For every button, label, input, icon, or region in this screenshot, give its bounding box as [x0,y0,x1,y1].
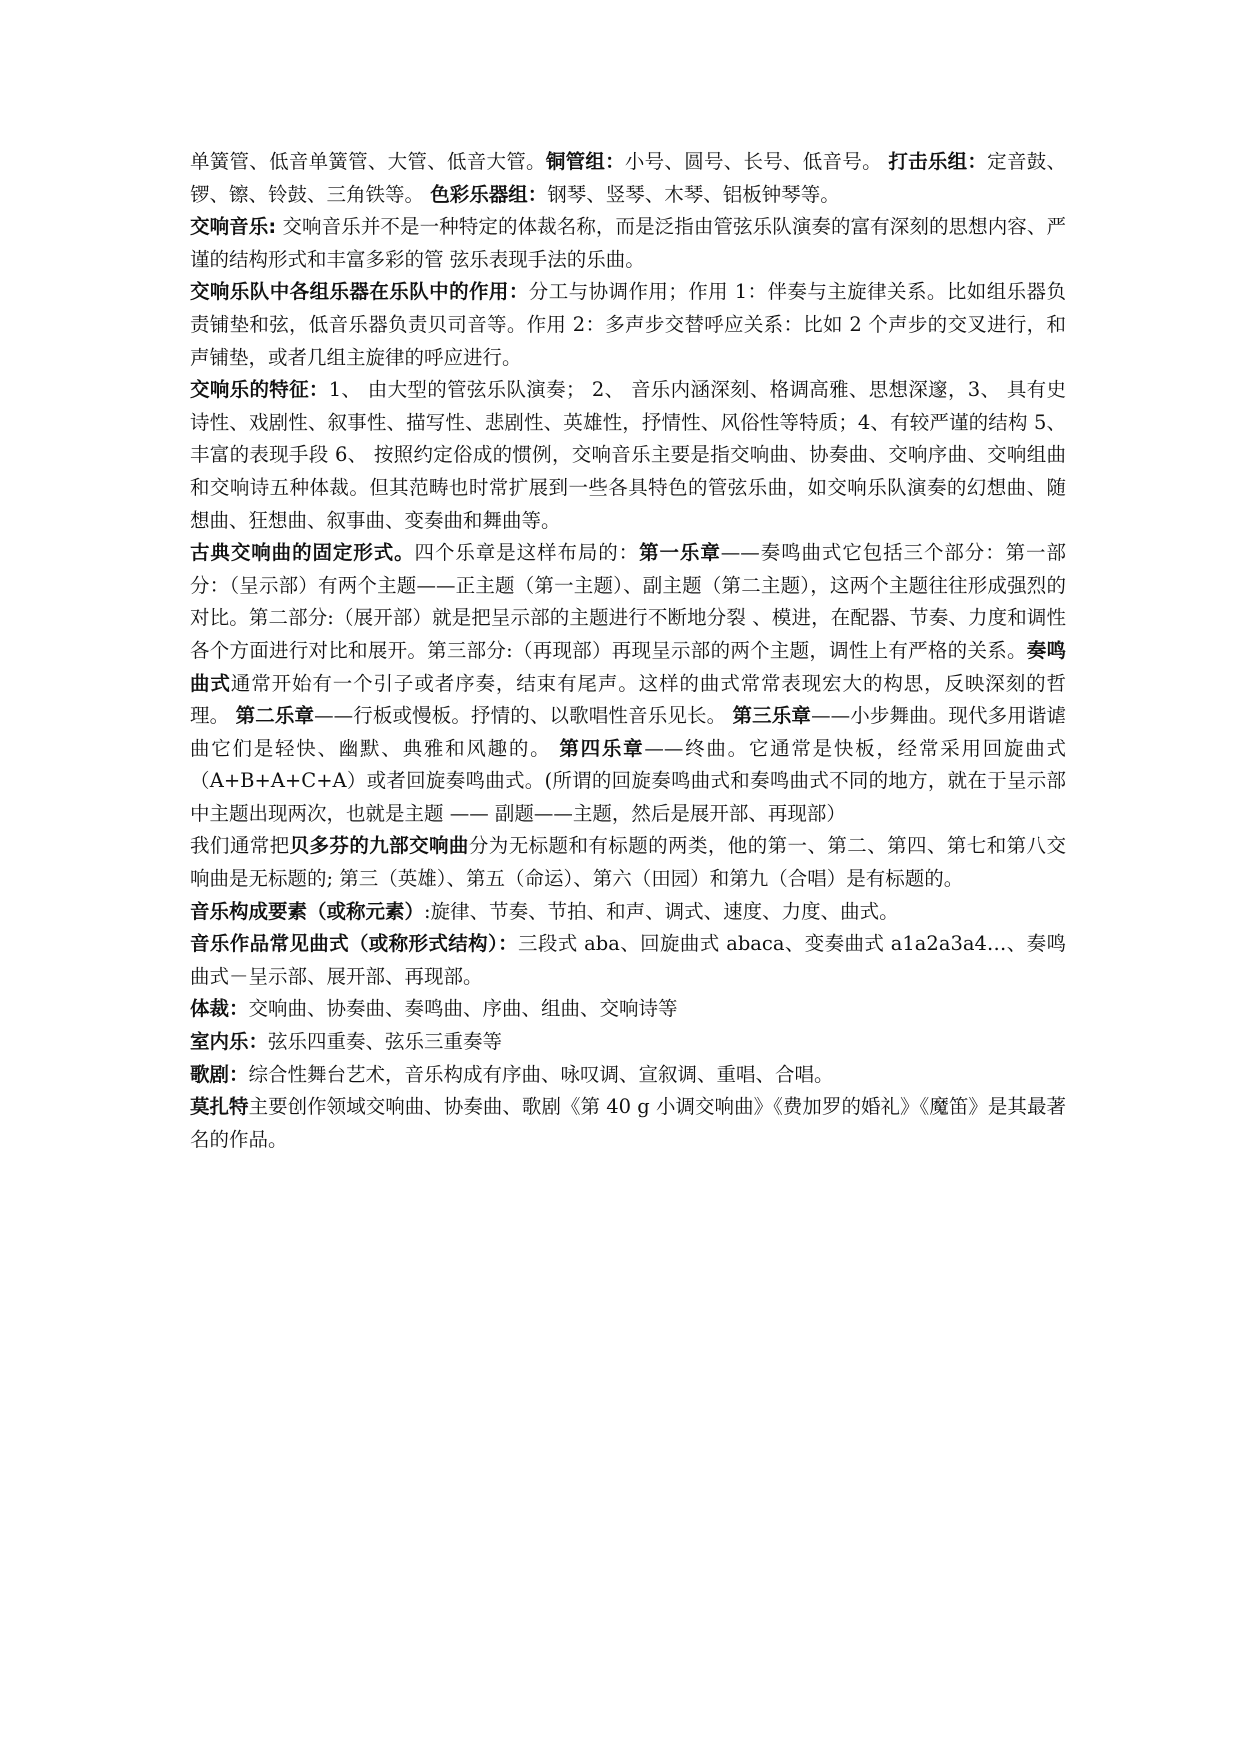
bold-term: 打击乐组： [888,150,988,173]
bold-term: 交响乐队中各组乐器在乐队中的作用： [190,280,529,304]
mozart-paragraph [190,1091,1066,1156]
instrument-groups-paragraph [190,146,1066,211]
classical-symphony-form-paragraph [190,537,1066,830]
bold-term: 体裁： [190,997,249,1021]
body-text: 交响曲、协奏曲、奏鸣曲、序曲、组曲、交响诗等 [248,997,678,1021]
body-text: 钢琴、竖琴、木琴、铝板钟琴等。 [547,182,840,206]
bold-term: 歌剧： [190,1062,249,1086]
body-text: 四个乐章是这样布局的： [414,541,640,565]
body-text: ——行板或慢板。抒情的、以歌唱性音乐见长。 [314,704,733,728]
body-text: 弦乐四重奏、弦乐三重奏等 [268,1030,503,1054]
body-text: 主要创作领域交响曲、协奏曲、歌剧《第 40 g 小调交响曲》《费加罗的婚礼》《魔笛》是其最著名的作品。 [190,1095,1066,1151]
music-elements-paragraph [190,896,1066,929]
bold-term: 交响乐的特征： [190,378,329,402]
body-text: 通常开始有一个引子或者序奏，结束有尾声。这样的曲式常常表现宏大的构思，反映深刻的哲理。 [190,671,1066,728]
bold-term: 交响音乐: [190,215,277,239]
musical-forms-paragraph [190,928,1066,993]
document-page [190,146,1066,1156]
symphonic-music-paragraph [190,211,1066,276]
bold-term: 铜管组： [545,150,625,173]
body-text: 交响音乐并不是一种特定的体裁名称，而是泛指由管弦乐队演奏的富有深刻的思想内容、严谨的结构形式和丰富多彩的管 弦乐表现手法的乐曲。 [190,215,1066,271]
body-text: :旋律、节奏、节拍、和声、调式、速度、力度、曲式。 [424,899,899,923]
genres-paragraph [190,993,1066,1026]
bold-term: 贝多芬的九部交响曲 [289,834,469,858]
bold-term: 第三乐章 [732,704,812,728]
body-text: 我们通常把 [190,834,290,858]
bold-term: 莫扎特 [190,1095,249,1119]
bold-term: 室内乐： [190,1030,269,1054]
body-text: 1、 由大型的管弦乐队演奏； 2、 音乐内涵深刻、格调高雅、思想深邃，3、 具有史诗性、戏剧性、叙事性、描写性、悲剧性、英雄性，抒情性、风俗性等特质；4、有较严谨的结构 5、 丰富的表现手段 6、 按照约定俗成的惯例，交响音乐主要是指交响曲、协奏曲、交响序曲、交响组曲和交响诗五种体裁。但其范畴也时常扩展到一些各具特色的管弦乐曲，如交响乐队演奏的幻想曲、随想曲、狂想曲、叙事曲、变奏曲和舞曲等。 [190,378,1066,532]
opera-paragraph [190,1059,1066,1092]
bold-term: 色彩乐器组： [430,182,548,206]
bold-term: 第四乐章 [559,736,645,760]
bold-term: 音乐构成要素（或称元素） [190,899,425,923]
bold-term: 第一乐章 [639,541,721,565]
body-text: ——小步舞曲。现代多用谐谑曲它们是轻快、幽默、典雅和风趣的。 [190,704,1066,760]
bold-term: 古典交响曲的固定形式。 [190,541,415,565]
orchestra-roles-paragraph [190,276,1066,374]
bold-term: 第二乐章 [235,704,315,728]
bold-term: 音乐作品常见曲式（或称形式结构）： [190,932,519,956]
bold-term: 奏鸣曲式 [190,638,1066,695]
body-text: 单簧管、低音单簧管、大管、低音大管。 [190,150,546,173]
beethoven-paragraph [190,830,1066,895]
body-text: 分工与协调作用；作用 1：伴奏与主旋律关系。比如组乐器负责铺垫和弦，低音乐器负责贝司音等。作用 2：多声步交替呼应关系：比如 2 个声步的交叉进行，和声铺垫，或者几组主旋律的呼应进行。 [190,280,1066,369]
body-text: ——终曲。它通常是快板，经常采用回旋曲式（A+B+A+C+A）或者回旋奏鸣曲式。(所谓的回旋奏鸣曲式和奏鸣曲式不同的地方，就在于呈示部中主题出现两次，也就是主题 —— 副题——主题，然后是展开部、再现部） [190,736,1066,825]
body-text: 定音鼓、锣、镲、铃鼓、三角铁等。 [190,150,1066,206]
body-text: 综合性舞台艺术，音乐构成有序曲、咏叹调、宣叙调、重唱、合唱。 [248,1062,834,1086]
body-text: 分为无标题和有标题的两类，他的第一、第二、第四、第七和第八交响曲是无标题的; 第三（英雄）、第五（命运）、第六（田园）和第九（合唱）是有标题的。 [190,834,1066,891]
body-text: ——奏鸣曲式它包括三个部分：第一部分：（呈示部）有两个主题——正主题（第一主题）、副主题（第二主题），这两个主题往往形成强烈的对比。第二部分:（展开部）就是把呈示部的主题进行不断地分裂 、模进，在配器、节奏、力度和调性各个方面进行对比和展开。第三部分:（再现部）再现呈示部的两个主题，调性上有严格的关系。 [190,541,1066,662]
symphony-features-paragraph [190,374,1066,537]
body-text: 小号、圆号、长号、低音号。 [624,150,889,173]
body-text: 三段式 aba、回旋曲式 abaca、变奏曲式 a1a2a3a4…、奏鸣曲式－呈示部、展开部、再现部。 [190,932,1066,988]
chamber-music-paragraph [190,1026,1066,1059]
